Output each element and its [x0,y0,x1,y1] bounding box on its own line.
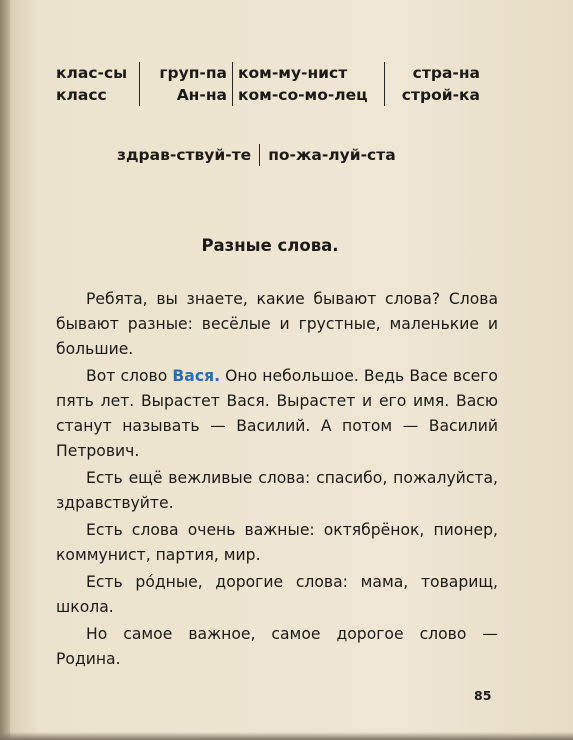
syllable-word: ком-со-мо-лец [238,86,368,104]
section-title: Разные слова. [201,236,339,255]
syllable-column-3 [232,62,384,106]
syllable-column-2 [139,62,232,106]
syllable-word: ком-му-нист [238,64,348,82]
paragraph-text: Оно небольшое. Ведь Васе всего пять лет. Вырастет Вася. Вырастет и его имя. Васю станут называть — Василий. А потом — Василий Петрович. [56,367,498,460]
paragraph: Но самое важное, самое дорогое слово — Родина. [56,625,498,668]
syllable-word: Ан-на [176,86,227,104]
syllable-word: клас-сы [56,64,128,82]
syllable-column-1 [56,62,139,106]
greeting-syllables [117,144,396,166]
paragraph: Есть слова очень важные: октябрёнок, пионер, коммунист, партия, мир. [56,521,498,564]
syllable-table [56,62,485,106]
highlighted-word: Вася. [172,367,221,385]
paragraph: Есть ещё вежливые слова: спасибо, пожалуйста, здравствуйте. [56,469,498,512]
syllable-word: стра-на [412,64,480,82]
story-text [56,287,498,674]
syllable-column-4 [384,62,485,106]
syllable-word: класс [56,86,107,104]
greeting-word: по-жа-луй-ста [259,144,396,166]
syllable-word: груп-па [159,64,227,82]
greeting-word: здрав-ствуй-те [117,146,252,164]
page-bottom-edge [0,732,573,740]
paragraph: Есть ро́дные, дорогие слова: мама, товарищ, школа. [56,573,498,616]
syllable-word: строй-ка [401,86,480,104]
page-number: 85 [474,688,492,703]
paragraph-text: Вот слово [86,367,173,385]
paragraph [56,364,498,464]
page-spine-shadow [0,0,10,740]
paragraph: Ребята, вы знаете, какие бывают слова? Слова бывают разные: весёлые и грустные, маленькие и большие. [56,290,498,358]
